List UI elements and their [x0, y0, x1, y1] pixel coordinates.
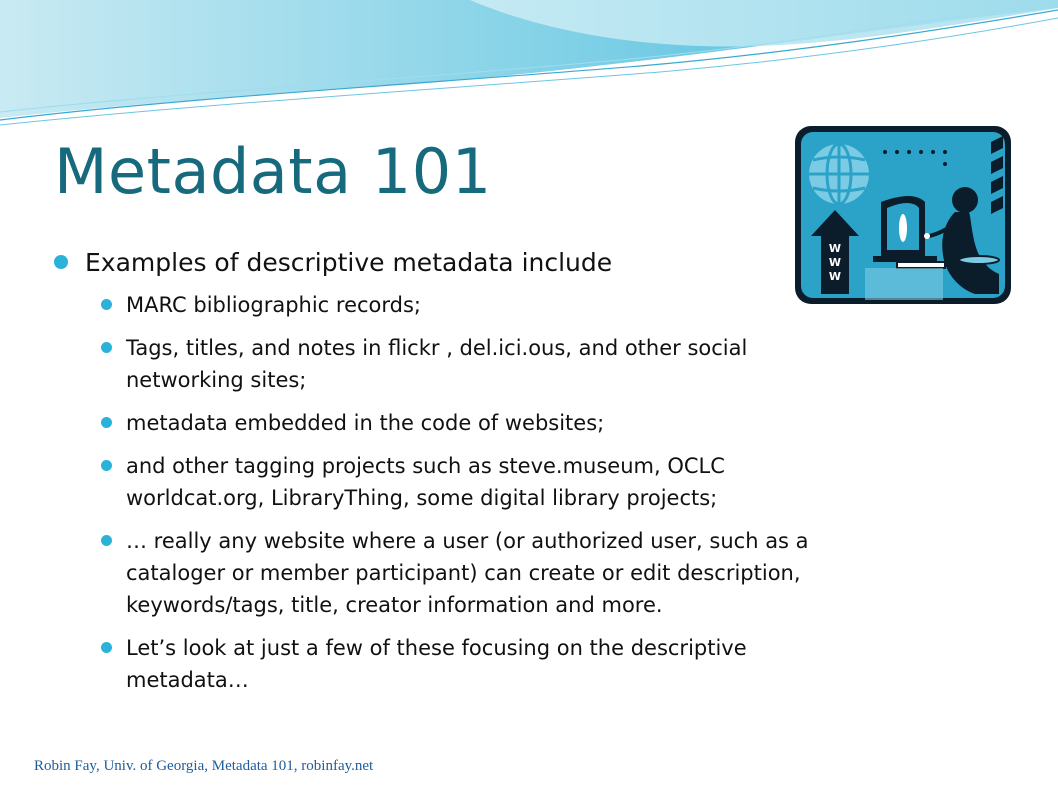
bullet-line: networking sites; [126, 368, 307, 392]
slide-title: Metadata 101 [54, 135, 492, 208]
bullet-line: metadata… [126, 668, 249, 692]
list-item [101, 632, 994, 696]
main-bullet: Examples of descriptive metadata include [54, 244, 994, 282]
header-wave-decoration [0, 0, 1058, 130]
bullet-line: MARC bibliographic records; [126, 293, 422, 317]
bullet-line: … really any website where a user (or authorized user, such as a [126, 529, 809, 553]
list-item [101, 525, 994, 621]
list-item [101, 450, 994, 514]
list-item [101, 289, 994, 321]
bullet-line: metadata embedded in the code of websites; [126, 411, 605, 435]
bullet-line: Let’s look at just a few of these focusing on the descriptive [126, 636, 747, 660]
www-letter-3: W [828, 270, 842, 283]
globe-icon [809, 144, 869, 204]
sub-bullet-list [54, 289, 994, 696]
www-letter-2: W [828, 256, 842, 269]
list-item [101, 407, 994, 439]
bullet-line: cataloger or member participant) can create or edit description, [126, 561, 801, 585]
bullet-line: keywords/tags, title, creator information and more. [126, 593, 663, 617]
slide-footer: Robin Fay, Univ. of Georgia, Metadata 101, robinfay.net [34, 758, 374, 774]
bullet-line: and other tagging projects such as steve.museum, OCLC [126, 454, 725, 478]
bullet-line: Tags, titles, and notes in flickr , del.ici.ous, and other social [126, 336, 748, 360]
bullet-line: worldcat.org, LibraryThing, some digital library projects; [126, 486, 718, 510]
list-item [101, 332, 994, 396]
www-letter-1: W [828, 242, 842, 255]
slide-body [54, 244, 994, 707]
